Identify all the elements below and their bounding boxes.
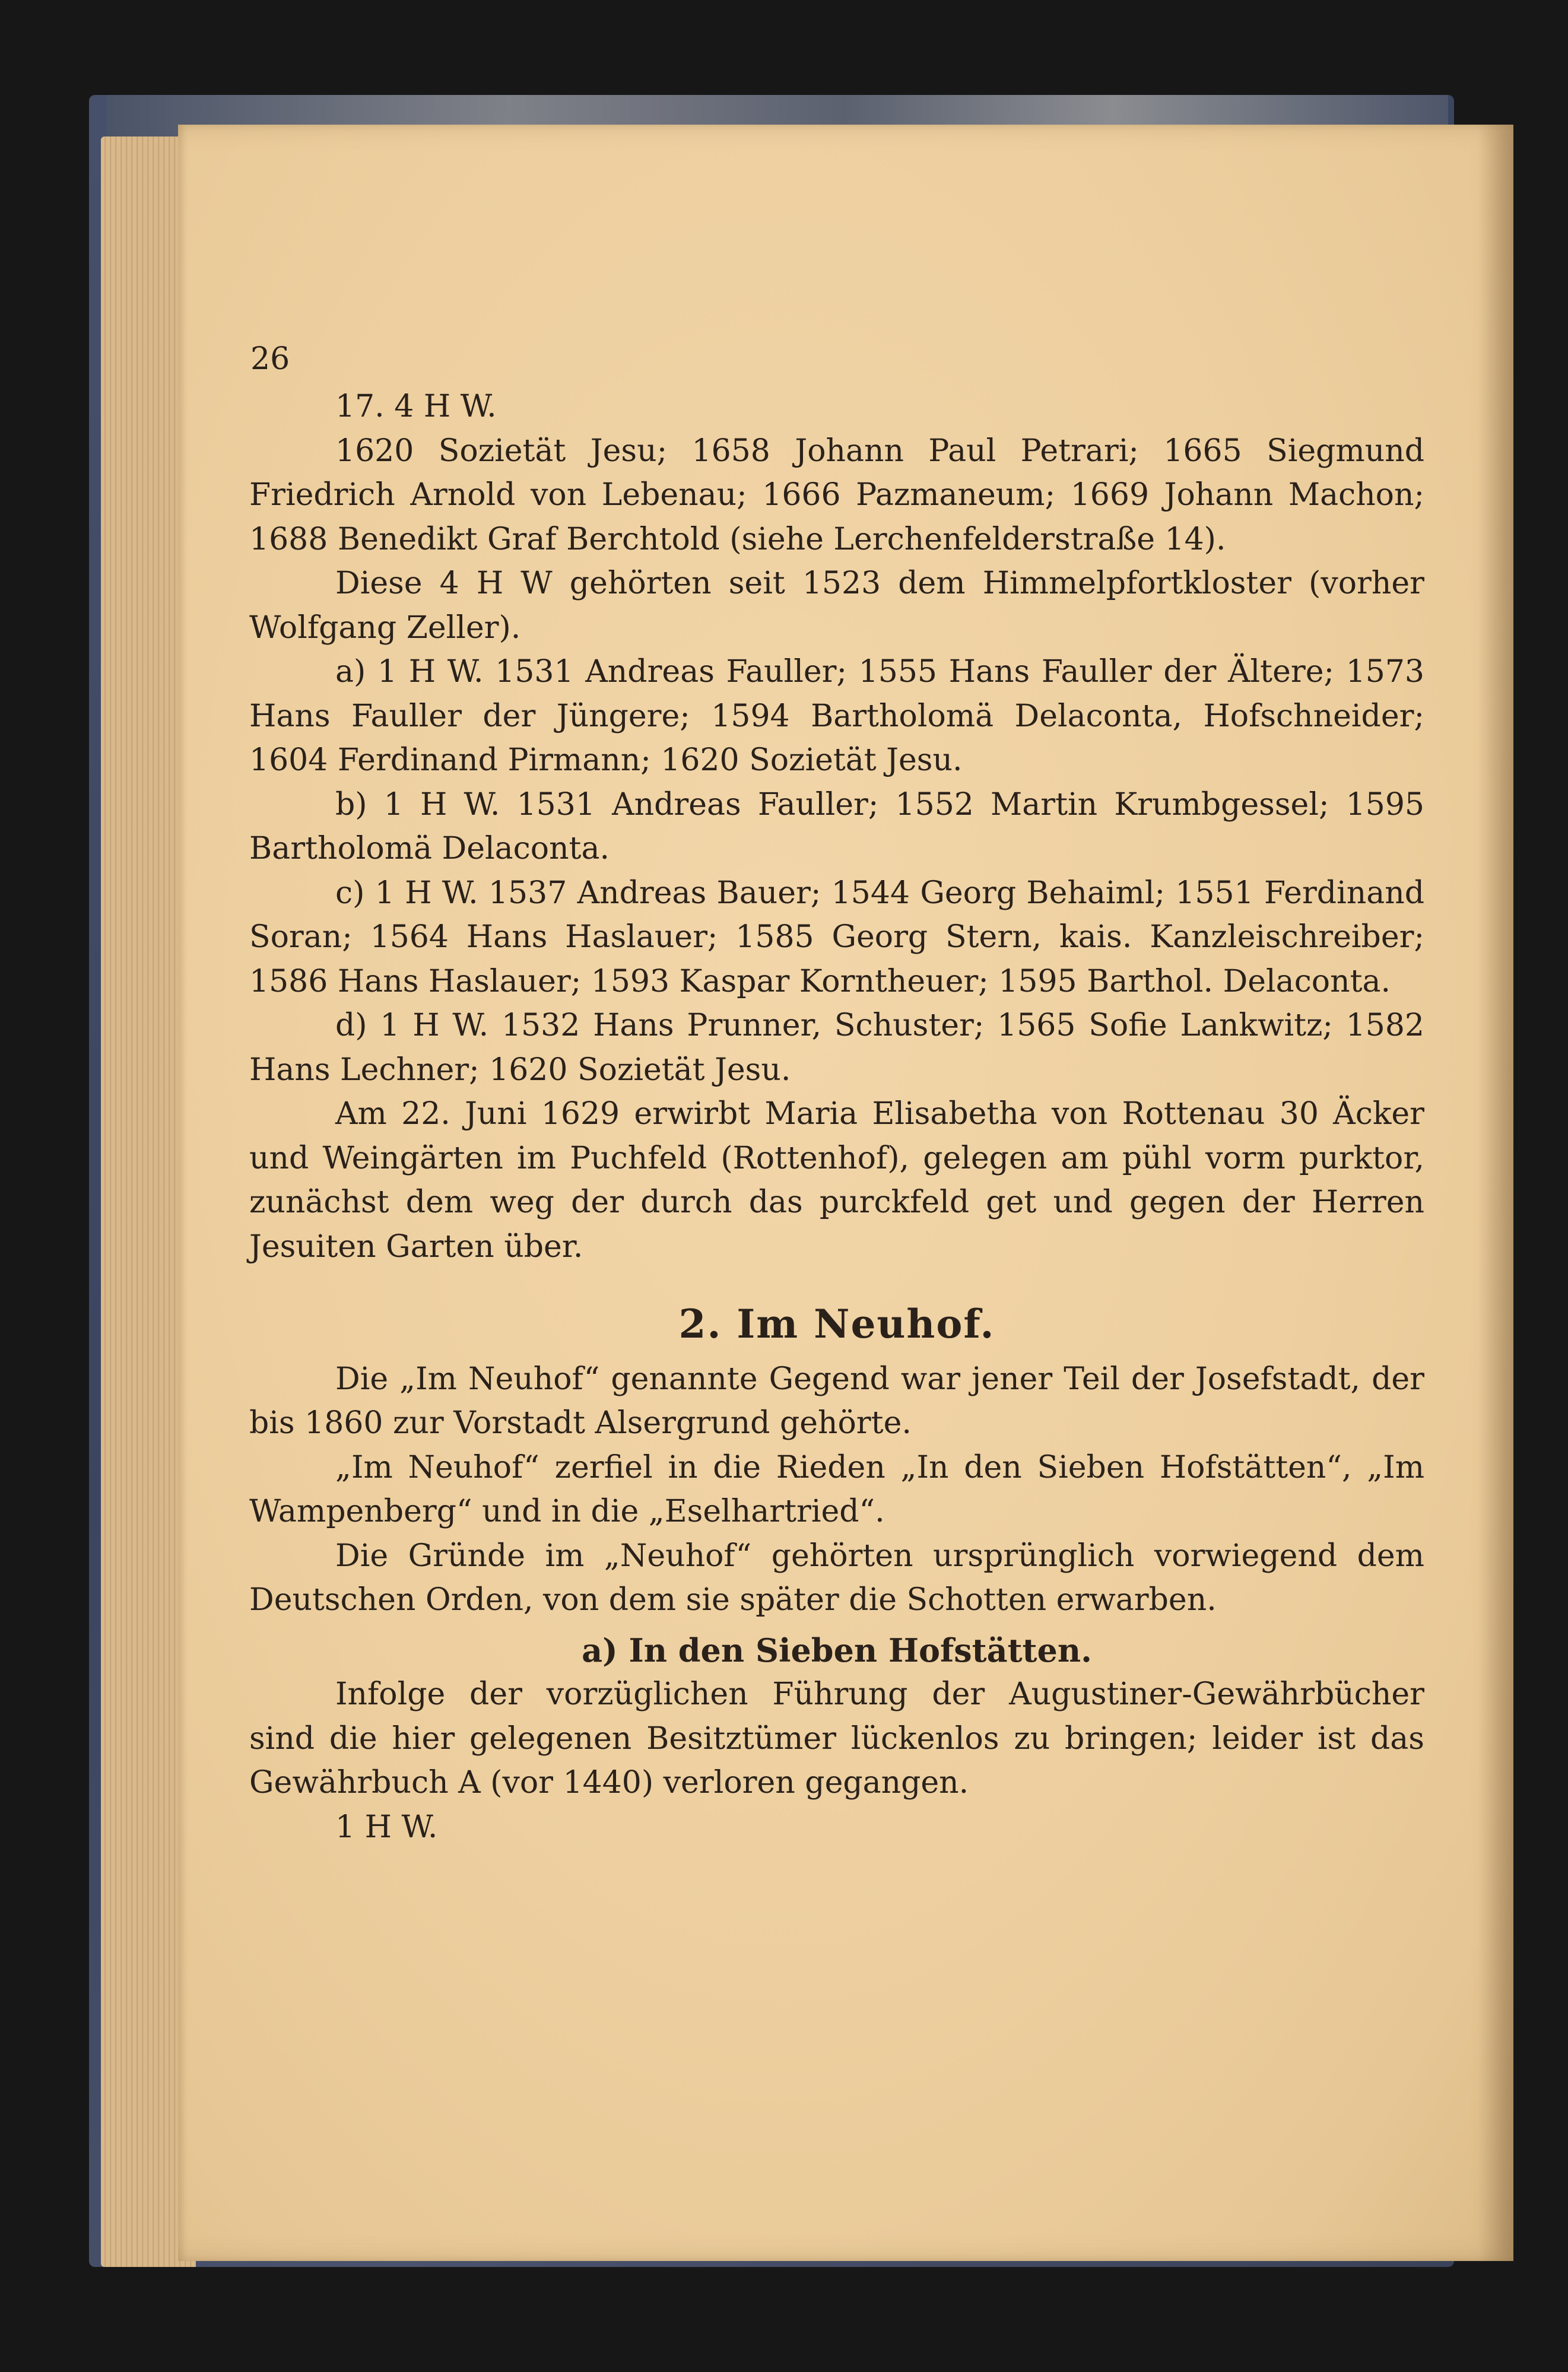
paragraph: c) 1 H W. 1537 Andreas Bauer; 1544 Georg Behaiml; 1551 Ferdinand Soran; 1564 Hans Haslauer; 1585 Georg Stern, kais. Kanzleischreiber; 1586 Hans Haslauer; 1593 Kaspar Korntheuer; 1595 Barthol. Delaconta. [249, 875, 1424, 999]
section-heading: 2. Im Neuhof. [678, 1301, 995, 1347]
subsection-heading: a) In den Sieben Hofstätten. [582, 1631, 1092, 1669]
entry-heading: 17. 4 H W. [335, 389, 497, 424]
paragraph: Am 22. Juni 1629 erwirbt Maria Elisabetha von Rottenau 30 Äcker und Weingärten im Puchfeld (Rottenhof), gelegen am pühl vorm purktor, zunächst dem weg der durch das purckfeld get und gegen der Herren Jesuiten Garten über. [249, 1096, 1424, 1265]
paragraph: 1 H W. [335, 1809, 438, 1845]
paragraph: d) 1 H W. 1532 Hans Prunner, Schuster; 1565 Sofie Lankwitz; 1582 Hans Lechner; 1620 Sozietät Jesu. [249, 1008, 1424, 1088]
paragraph: b) 1 H W. 1531 Andreas Fauller; 1552 Martin Krumbgessel; 1595 Bartholomä Delaconta. [249, 786, 1424, 866]
page-text [249, 332, 1424, 1849]
paragraph: Diese 4 H W gehörten seit 1523 dem Himmelpfortkloster (vorher Wolfgang Zeller). [249, 566, 1424, 646]
paragraph: Die „Im Neuhof“ genannte Gegend war jener Teil der Josefstadt, der bis 1860 zur Vorstadt Alsergrund gehörte. [249, 1361, 1424, 1441]
paragraph: a) 1 H W. 1531 Andreas Fauller; 1555 Hans Fauller der Ältere; 1573 Hans Fauller der Jüngere; 1594 Bartholomä Delaconta, Hofschneider; 1604 Ferdinand Pirmann; 1620 Sozietät Jesu. [249, 654, 1424, 778]
gutter-shadow [1478, 125, 1513, 2261]
paragraph: „Im Neuhof“ zerfiel in die Rieden „In den Sieben Hofstätten“, „Im Wampenberg“ und in die „Eselhartried“. [249, 1449, 1424, 1529]
paragraph: Die Gründe im „Neuhof“ gehörten ursprünglich vorwiegend dem Deutschen Orden, von dem sie später die Schotten erwarben. [249, 1538, 1424, 1618]
page-number: 26 [250, 341, 290, 377]
paragraph: Infolge der vorzüglichen Führung der Augustiner-Gewährbücher sind die hier gelegenen Besitztümer lückenlos zu bringen; leider ist das Gewährbuch A (vor 1440) verloren gegangen. [249, 1676, 1424, 1801]
paragraph: 1620 Sozietät Jesu; 1658 Johann Paul Petrari; 1665 Siegmund Friedrich Arnold von Lebenau; 1666 Pazmaneum; 1669 Johann Machon; 1688 Benedikt Graf Berchtold (siehe Lerchenfelderstraße 14). [249, 433, 1424, 557]
